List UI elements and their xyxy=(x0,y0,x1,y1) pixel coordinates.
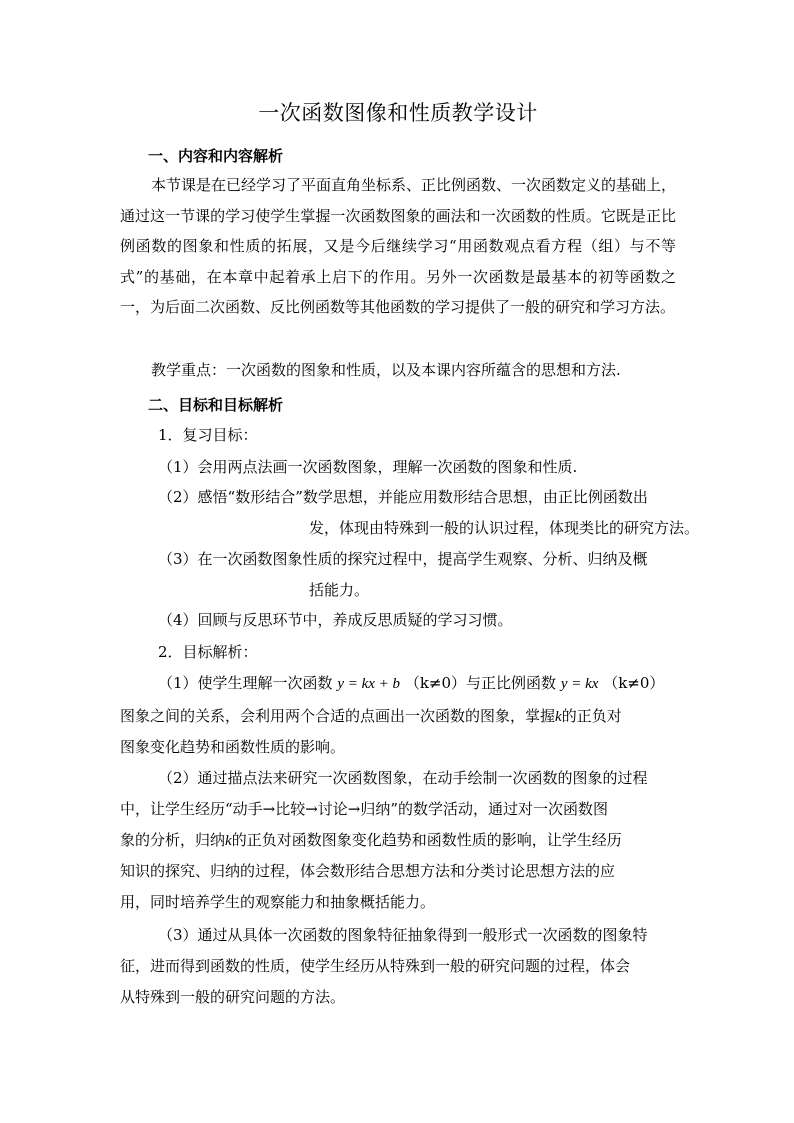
analysis-text: （1）使学生理解一次函数 xyxy=(158,674,333,692)
objective-item-4 xyxy=(158,610,513,630)
objective-item-2-continuation: 发，体现由特殊到一般的认识过程，体现类比的研究方法。 xyxy=(309,519,700,537)
analysis-2-line-3 xyxy=(120,830,622,851)
objective-text: 会用两点法画一次函数图象，理解一次函数的图象和性质. xyxy=(197,458,578,476)
analysis-2-line-4: 知识的探究、归纳的过程，体会数形结合思想方法和分类讨论思想方法的应 xyxy=(120,862,616,880)
analysis-1-line-3: 图象变化趋势和函数性质的影响。 xyxy=(120,738,346,756)
analysis-3-line-2: 征，进而得到函数的性质，使学生经历从特殊到一般的研究问题的过程，体会 xyxy=(120,957,631,975)
analysis-text: 与正比例函数 xyxy=(466,674,557,692)
objective-item-3 xyxy=(158,549,648,569)
objective-number: （2） xyxy=(158,488,198,506)
condition-text: （k≠0） xyxy=(603,674,665,692)
objective-item-1 xyxy=(158,457,577,477)
analysis-2-line-1: （2）通过描点法来研究一次函数图象，在动手绘制一次函数的图象的过程 xyxy=(158,769,648,787)
formula-linear: y = kx + b xyxy=(337,676,401,692)
analysis-text: 的正负对函数图象变化趋势和函数性质的影响，让学生经历 xyxy=(231,831,622,849)
section-heading-objectives: 二、目标和目标解析 xyxy=(148,396,284,414)
content-paragraph: 本节课是在已经学习了平面直角坐标系、正比例函数、一次函数定义的基础上，通过这一节课的学习使学生掌握一次函数图象的画法和一次函数的性质。它既是正比例函数的图象和性质的拓展，又是今后继续学习“用函数观点看方程（组）与不等式”的基础，在本章中起着承上启下的作用。另外一次函数是最基本的初等函数之一，为后面二次函数、反比例函数等其他函数的学习提供了一般的研究和学习方法。 xyxy=(120,176,677,316)
objective-item-2 xyxy=(158,487,648,507)
document-title: 一次函数图像和性质教学设计 xyxy=(258,101,538,125)
analysis-text: 象的分析，归纳 xyxy=(120,831,226,849)
analysis-3-line-1: （3）通过从具体一次函数的图象特征抽象得到一般形式一次函数的图象特 xyxy=(158,926,648,944)
key-points-paragraph: 教学重点：一次函数的图象和性质，以及本课内容所蕴含的思想和方法. xyxy=(151,361,621,379)
analysis-1-line-2 xyxy=(120,706,622,727)
condition-text: （k≠0） xyxy=(404,674,467,692)
variable-k: k xyxy=(225,833,232,849)
objective-number: （4） xyxy=(158,611,198,629)
analysis-2-line-5: 用，同时培养学生的观察能力和抽象概括能力。 xyxy=(120,893,436,911)
objective-analysis-label: 2．目标解析： xyxy=(158,643,258,661)
formula-proportional: y = kx xyxy=(560,676,599,692)
objective-text: 在一次函数图象性质的探究过程中，提高学生观察、分析、归纳及概 xyxy=(197,550,648,568)
objective-text: 回顾与反思环节中，养成反思质疑的学习习惯。 xyxy=(197,611,513,629)
analysis-text: 图象之间的关系，会利用两个合适的点画出一次函数的图象，掌握 xyxy=(120,707,556,725)
objective-text: 感悟“数形结合”数学思想，并能应用数形结合思想，由正比例函数出 xyxy=(197,488,648,506)
review-objectives-label: 1．复习目标： xyxy=(158,426,258,444)
analysis-3-line-3: 从特殊到一般的研究问题的方法。 xyxy=(120,988,346,1006)
variable-k: k xyxy=(555,709,562,725)
analysis-text: 的正负对 xyxy=(561,707,622,725)
section-heading-content: 一、内容和内容解析 xyxy=(148,147,284,165)
objective-number: （1） xyxy=(158,458,198,476)
objective-number: （3） xyxy=(158,550,198,568)
objective-item-3-continuation: 括能力。 xyxy=(309,581,370,599)
analysis-2-line-2: 中，让学生经历“动手→比较→讨论→归纳”的数学活动，通过对一次函数图 xyxy=(120,800,609,818)
analysis-1-line-1 xyxy=(158,673,664,694)
